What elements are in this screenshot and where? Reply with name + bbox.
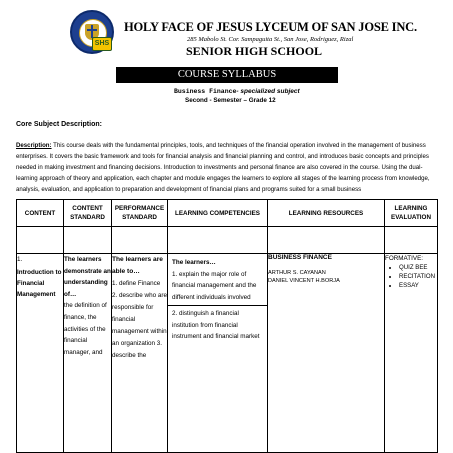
competency-2: 2. distinguish a financial institution from financial instrument and financial market bbox=[172, 310, 260, 340]
competency-block-2 bbox=[168, 306, 267, 343]
school-name: HOLY FACE OF JESUS LYCEUM OF SAN JOSE INC. bbox=[124, 20, 417, 34]
list-item: • ESSAY bbox=[399, 281, 437, 290]
header-content: CONTENT bbox=[17, 200, 64, 227]
table-cell bbox=[385, 227, 438, 254]
content-number: 1. bbox=[17, 256, 23, 263]
resource-author-1: ARTHUR S. CAYANAN bbox=[268, 270, 326, 276]
performance-standard-lead: The learners are able to… bbox=[112, 256, 163, 275]
learning-resources-cell bbox=[268, 254, 385, 453]
performance-standard-cell bbox=[112, 254, 168, 453]
resource-author-2: DANIEL VINCENT H.BORJA bbox=[268, 278, 340, 284]
content-standard-lead: The learners demonstrate an understanding of… bbox=[64, 256, 111, 298]
evaluation-list bbox=[385, 263, 437, 290]
table-cell bbox=[17, 227, 64, 254]
table-header-row bbox=[17, 200, 438, 227]
list-item: • QUIZ BEE bbox=[399, 263, 437, 272]
table-row-empty bbox=[17, 227, 438, 254]
header-learning-resources: LEARNING RESOURCES bbox=[268, 200, 385, 227]
description-label: Description: bbox=[16, 142, 52, 149]
subject-type: - specialized subject bbox=[236, 88, 300, 95]
semester-grade: Second - Semester – Grade 12 bbox=[185, 97, 276, 104]
header-performance-standard: PERFORMANCE STANDARD bbox=[112, 200, 168, 227]
syllabus-table bbox=[16, 199, 438, 453]
header-content-standard: CONTENT STANDARD bbox=[64, 200, 112, 227]
core-subject-heading: Core Subject Description: bbox=[16, 121, 102, 128]
learning-competencies-cell bbox=[168, 254, 268, 453]
subject-line bbox=[174, 88, 300, 95]
table-cell bbox=[168, 227, 268, 254]
course-description bbox=[16, 140, 439, 195]
table-row-module-1 bbox=[17, 254, 438, 453]
content-standard-text: the definition of finance, the activities of the financial manager, and bbox=[64, 302, 107, 356]
subject-name: Business Finance bbox=[174, 88, 237, 95]
learning-evaluation-cell bbox=[385, 254, 438, 453]
content-standard-cell bbox=[64, 254, 112, 453]
school-address: 285 Mabolo St. Cor. Sampaguita St., San Jose, Rodriguez, Rizal bbox=[187, 36, 354, 43]
shs-badge: SHS bbox=[92, 37, 112, 51]
competency-1: 1. explain the major role of financial management and the different individuals involved bbox=[172, 270, 257, 301]
resource-title: BUSINESS FINANCE bbox=[268, 254, 332, 261]
content-title: Introduction to Financial Management bbox=[17, 269, 62, 298]
evaluation-label: FORMATIVE: bbox=[385, 255, 424, 262]
competency-block-1 bbox=[168, 254, 267, 306]
content-cell bbox=[17, 254, 64, 453]
description-text: This course deals with the fundamental principles, tools, and techniques of the financial operation involved in the management of business enterprises. It covers the basic framework and tools for financial analysis and financial planning and control, and introduces basic concepts and principles needed in making investment and financing decisions. Introduction to investments and personal finance are also covered in the course. Using the dual-learning approach of theory and application, each chapter and module engages the learners to explore all stages of the learning process from knowledge, analysis, evaluation, and application to preparation and development of financial plans and programs suited for a small business bbox=[16, 142, 430, 193]
performance-standard-text: 1. define Finance 2. describe who are responsible for financial management within an organization 3. describe the bbox=[112, 280, 167, 359]
department-name: SENIOR HIGH SCHOOL bbox=[186, 44, 323, 58]
competency-lead: The learners… bbox=[172, 259, 216, 266]
list-item: • RECITATION bbox=[399, 272, 437, 281]
course-syllabus-banner: COURSE SYLLABUS bbox=[116, 67, 338, 83]
header-learning-competencies: LEARNING COMPETENCIES bbox=[168, 200, 268, 227]
header-learning-evaluation: LEARNING EVALUATION bbox=[385, 200, 438, 227]
logo-cross-horizontal bbox=[87, 29, 97, 31]
table-cell bbox=[112, 227, 168, 254]
table-cell bbox=[268, 227, 385, 254]
table-cell bbox=[64, 227, 112, 254]
